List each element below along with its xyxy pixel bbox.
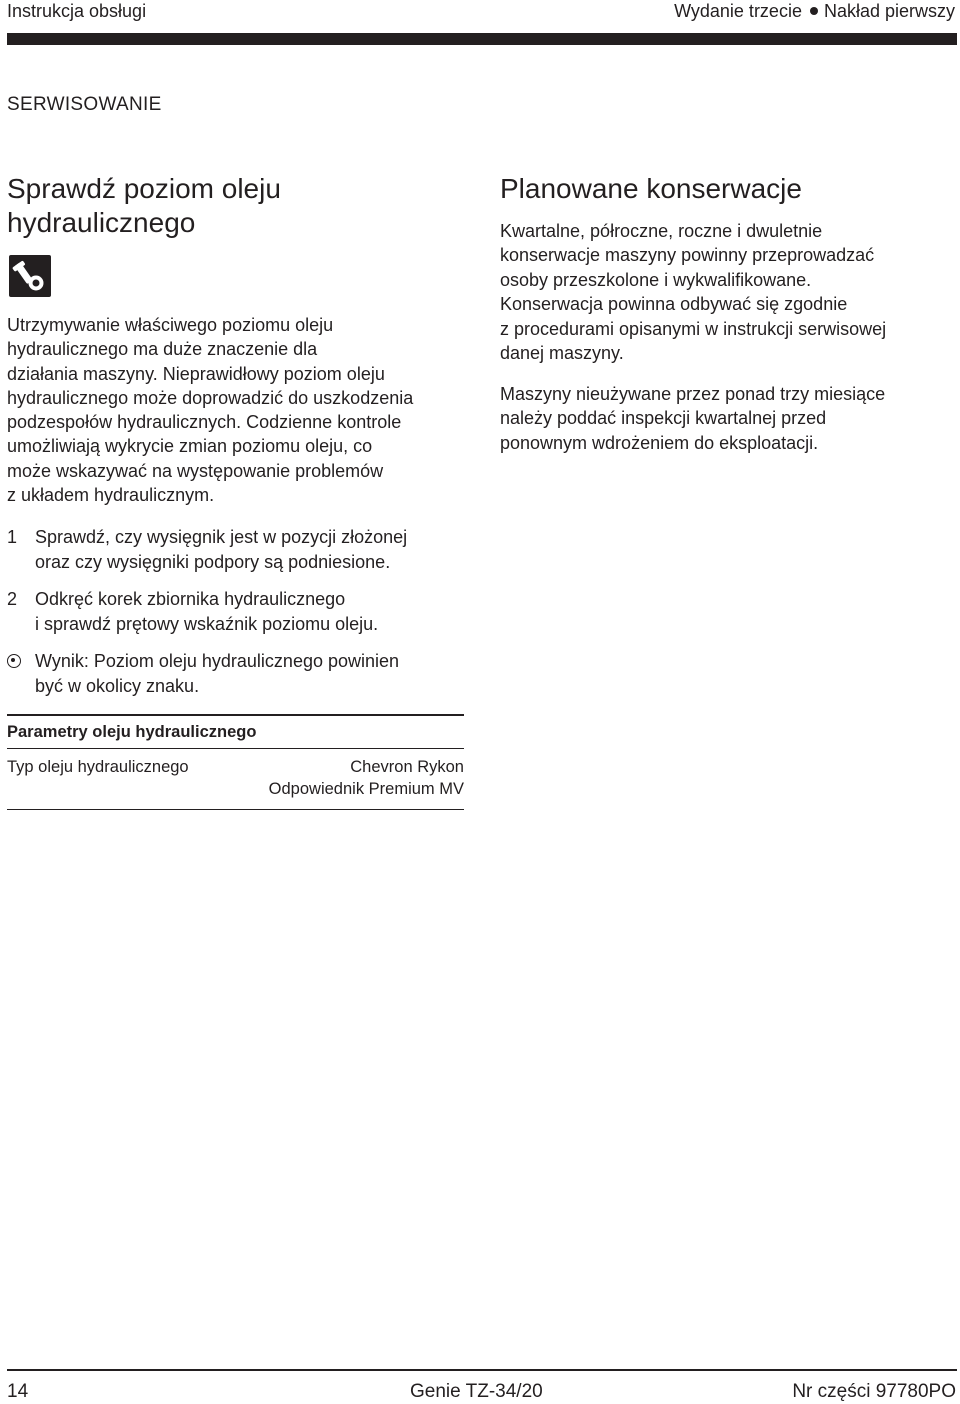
step-line: oraz czy wysięgniki podpory są podniesione. bbox=[35, 551, 391, 572]
page-number: 14 bbox=[7, 1381, 29, 1402]
bullet-icon bbox=[810, 7, 818, 15]
footer-model: Genie TZ-34/20 bbox=[410, 1381, 543, 1402]
paragraph-line: Utrzymywanie właściwego poziomu oleju bbox=[7, 315, 334, 335]
paragraph-line: umożliwiają wykrycie zmian poziomu oleju, co bbox=[7, 436, 373, 457]
table-cell-label: Typ oleju hydraulicznego bbox=[7, 758, 189, 776]
table-title: Parametry oleju hydraulicznego bbox=[7, 723, 257, 741]
result-line: być w okolicy znaku. bbox=[35, 675, 200, 696]
table-top-rule bbox=[7, 714, 464, 716]
paragraph-line: należy poddać inspekcji kwartalnej przed bbox=[500, 408, 827, 429]
step-line: Sprawdź, czy wysięgnik jest w pozycji złożonej bbox=[35, 527, 408, 547]
step-line: Odkręć korek zbiornika hydraulicznego bbox=[35, 589, 346, 609]
step-number: 1 bbox=[7, 527, 18, 547]
wrench-maintenance-icon bbox=[9, 255, 51, 297]
step-text bbox=[35, 587, 477, 636]
paragraph-line: Maszyny nieużywane przez ponad trzy miesiące bbox=[500, 384, 886, 404]
table-value-line: Chevron Rykon bbox=[350, 758, 464, 776]
table-bottom-rule bbox=[7, 809, 464, 810]
table-value-line: Odpowiednik Premium MV bbox=[268, 780, 464, 798]
paragraph-line: Konserwacja powinna odbywać się zgodnie bbox=[500, 294, 848, 315]
left-heading-line: hydraulicznego bbox=[7, 207, 196, 238]
paragraph-line: osoby przeszkolone i wykwalifikowane. bbox=[500, 269, 812, 290]
inactive-machines-paragraph bbox=[500, 382, 955, 455]
intro-paragraph bbox=[7, 313, 477, 507]
result-target-icon bbox=[7, 654, 21, 668]
left-heading bbox=[7, 172, 477, 240]
paragraph-line: z układem hydraulicznym. bbox=[7, 485, 215, 506]
table-cell-value bbox=[269, 756, 464, 800]
paragraph-line: hydraulicznego może doprowadzić do uszkodzenia bbox=[7, 387, 414, 408]
header-rule bbox=[7, 33, 957, 45]
paragraph-line: podzespołów hydraulicznych. Codzienne kontrole bbox=[7, 412, 402, 433]
footer-rule bbox=[7, 1369, 957, 1371]
section-label: SERWISOWANIE bbox=[7, 94, 162, 115]
header-printing-label: Nakład pierwszy bbox=[823, 1, 955, 21]
step-1 bbox=[7, 525, 477, 574]
paragraph-line: może wskazywać na występowanie problemów bbox=[7, 460, 384, 481]
header-edition bbox=[674, 0, 955, 22]
paragraph-line: z procedurami opisanymi w instrukcji serwisowej bbox=[500, 318, 887, 339]
header-edition-label: Wydanie trzecie bbox=[674, 1, 802, 21]
step-2 bbox=[7, 587, 477, 636]
paragraph-line: danej maszyny. bbox=[500, 343, 624, 364]
paragraph-line: konserwacje maszyny powinny przeprowadzać bbox=[500, 245, 875, 266]
paragraph-line: ponownym wdrożeniem do eksploatacji. bbox=[500, 432, 819, 453]
step-line: i sprawdź prętowy wskaźnik poziomu oleju. bbox=[35, 613, 379, 634]
paragraph-line: hydraulicznego ma duże znaczenie dla bbox=[7, 339, 318, 360]
maintenance-paragraph bbox=[500, 219, 955, 365]
step-text bbox=[35, 525, 477, 574]
result-line: Wynik: Poziom oleju hydraulicznego powinien bbox=[35, 651, 400, 671]
header-manual-title: Instrukcja obsługi bbox=[7, 1, 147, 21]
step-result bbox=[7, 649, 477, 698]
table-header-rule bbox=[7, 748, 464, 749]
footer-part-number: Nr części 97780PO bbox=[792, 1381, 956, 1402]
step-number: 2 bbox=[7, 589, 18, 609]
paragraph-line: działania maszyny. Nieprawidłowy poziom oleju bbox=[7, 363, 385, 384]
left-heading-line: Sprawdź poziom oleju bbox=[7, 173, 281, 204]
result-text bbox=[35, 649, 477, 698]
paragraph-line: Kwartalne, półroczne, roczne i dwuletnie bbox=[500, 221, 823, 241]
right-heading: Planowane konserwacje bbox=[500, 173, 802, 204]
